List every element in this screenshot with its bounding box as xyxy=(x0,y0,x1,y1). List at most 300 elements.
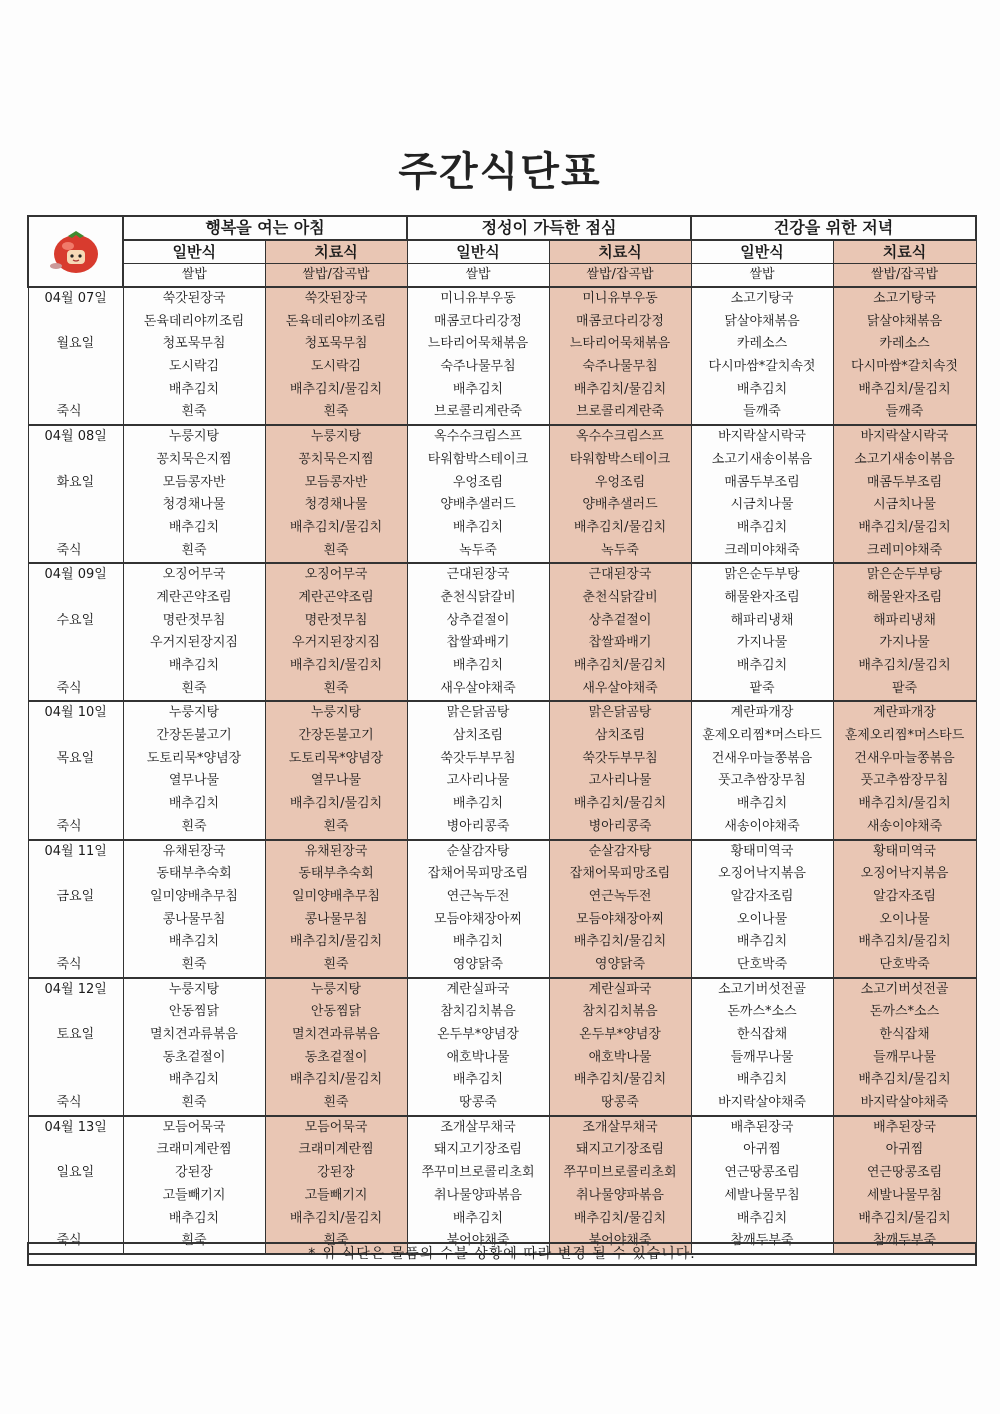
menu-item: 연근녹두전 xyxy=(446,888,510,904)
menu-item: 조개살무채국 xyxy=(440,1119,516,1135)
menu-item: 가지나물 xyxy=(736,635,788,651)
menu-item: 양배추샐러드 xyxy=(440,497,516,513)
menu-item: 맑은순두부탕 xyxy=(866,567,943,583)
porridge-label: 죽식 xyxy=(56,680,82,696)
menu-item: 흰죽 xyxy=(323,404,349,420)
regular-menu-cell xyxy=(691,1116,833,1254)
weekday-label: 토요일 xyxy=(56,1027,95,1042)
menu-item: 계란곤약조림 xyxy=(156,589,232,605)
regular-menu-cell xyxy=(691,978,833,1116)
type-header-regular: 일반식 xyxy=(407,240,549,264)
menu-item: 옥수수크림스프 xyxy=(576,429,664,445)
menu-item: 명란젓무침 xyxy=(162,612,226,628)
type-header-therapy: 치료식 xyxy=(265,240,407,264)
weekly-menu-table xyxy=(27,215,977,1255)
day-row xyxy=(28,287,976,425)
menu-item: 열무나물 xyxy=(168,773,220,789)
therapy-menu-cell xyxy=(549,563,691,701)
menu-item: 배추김치/물김치 xyxy=(573,934,667,950)
menu-item: 소고기탕국 xyxy=(730,291,794,306)
menu-item: 황태미역국 xyxy=(730,843,794,859)
menu-item: 연근땅콩조림 xyxy=(866,1165,943,1181)
spacer xyxy=(29,931,123,954)
menu-item: 들깨무나물 xyxy=(730,1049,794,1065)
menu-item: 쭈꾸미브로콜리초회 xyxy=(421,1165,535,1181)
menu-item: 건새우마늘쫑볶음 xyxy=(854,750,955,766)
menu-item: 배추김치/물김치 xyxy=(858,658,951,673)
menu-item: 배추김치/물김치 xyxy=(573,1210,667,1226)
menu-item: 매콤두부조림 xyxy=(724,474,800,490)
menu-item: 병아리콩죽 xyxy=(446,818,510,834)
menu-item: 한식잡채 xyxy=(879,1027,930,1042)
menu-item: 배추김치 xyxy=(452,934,504,950)
day-info-cell xyxy=(28,287,123,425)
date-label: 04월 12일 xyxy=(44,981,107,997)
menu-item: 흰죽 xyxy=(181,1233,207,1249)
page-title: 주간식단표 xyxy=(398,149,602,195)
menu-item: 배추김치/물김치 xyxy=(858,519,951,535)
menu-item: 흰죽 xyxy=(181,542,207,558)
menu-item: 애호박나물 xyxy=(588,1049,652,1065)
regular-menu-cell xyxy=(407,425,549,563)
day-row xyxy=(28,840,976,978)
menu-item: 세발나물무침 xyxy=(724,1187,800,1203)
menu-item: 명란젓무침 xyxy=(304,612,368,628)
menu-item: 흰죽 xyxy=(181,1095,207,1111)
regular-menu-cell xyxy=(123,563,265,701)
menu-item: 근대된장국 xyxy=(588,567,652,583)
menu-item: 영양닭죽 xyxy=(594,956,646,972)
menu-item: 강된장 xyxy=(175,1165,213,1181)
menu-item: 아귀찜 xyxy=(743,1142,781,1158)
therapy-menu-cell xyxy=(265,287,407,425)
menu-item: 우엉조림 xyxy=(594,474,646,490)
rice-regular: 쌀밥 xyxy=(407,264,549,288)
spacer xyxy=(29,1047,123,1070)
menu-item: 크래미계란찜 xyxy=(156,1142,232,1158)
rice-regular: 쌀밥 xyxy=(123,264,265,288)
menu-item: 잡채어묵피망조림 xyxy=(569,866,671,882)
therapy-menu-cell xyxy=(549,425,691,563)
menu-item: 매콤두부조림 xyxy=(866,474,943,490)
menu-item: 청포묵무침 xyxy=(304,336,368,352)
rice-therapy: 쌀밥/잡곡밥 xyxy=(265,264,407,288)
menu-item: 오징어무국 xyxy=(162,567,226,583)
menu-item: 배추김치/물김치 xyxy=(573,1072,667,1088)
therapy-menu-cell xyxy=(833,1116,976,1254)
menu-item: 단호박죽 xyxy=(736,956,788,972)
menu-item: 건새우마늘쫑볶음 xyxy=(711,750,813,766)
regular-menu-cell xyxy=(691,840,833,978)
menu-item: 타워함박스테이크 xyxy=(427,451,529,467)
spacer xyxy=(29,379,123,402)
menu-item: 팥죽 xyxy=(749,680,775,696)
therapy-menu-cell xyxy=(265,1116,407,1254)
spacer xyxy=(29,909,123,932)
menu-item: 시금치나물 xyxy=(730,497,794,513)
menu-item: 배추김치 xyxy=(452,1072,504,1088)
therapy-menu-cell xyxy=(833,287,976,425)
menu-item: 돼지고기장조림 xyxy=(576,1142,664,1158)
menu-item: 소고기새송이볶음 xyxy=(711,451,813,467)
menu-item: 바지락살야채죽 xyxy=(718,1095,806,1111)
menu-item: 고사리나물 xyxy=(446,773,510,789)
menu-item: 배추김치 xyxy=(736,1072,788,1088)
menu-item: 간장돈불고기 xyxy=(298,728,374,744)
menu-item: 누룽지탕 xyxy=(310,705,362,721)
menu-item: 배추김치 xyxy=(452,519,504,535)
menu-item: 순살감자탕 xyxy=(446,843,510,859)
spacer xyxy=(29,1001,123,1024)
menu-item: 고들빼기지 xyxy=(162,1187,226,1203)
menu-item: 해파리냉채 xyxy=(730,612,794,628)
menu-item: 애호박나물 xyxy=(446,1049,510,1065)
menu-item: 맑은닭곰탕 xyxy=(446,705,510,721)
menu-item: 도토리묵*양념장 xyxy=(146,750,242,766)
rice-therapy: 쌀밥/잡곡밥 xyxy=(833,264,976,288)
porridge-label: 죽식 xyxy=(56,542,82,558)
menu-item: 흰죽 xyxy=(323,1233,349,1249)
day-info-cell xyxy=(28,563,123,701)
menu-item: 배추김치 xyxy=(736,1210,788,1226)
porridge-label: 죽식 xyxy=(56,818,82,834)
menu-item: 상추겉절이 xyxy=(446,612,510,628)
menu-item: 고사리나물 xyxy=(588,773,652,789)
menu-item: 흰죽 xyxy=(323,956,349,972)
menu-item: 배추김치/물김치 xyxy=(289,519,383,535)
therapy-menu-cell xyxy=(833,701,976,839)
therapy-menu-cell xyxy=(833,425,976,563)
menu-item: 매콤코다리강정 xyxy=(434,313,522,329)
menu-item: 동태부추숙회 xyxy=(156,866,232,882)
spacer xyxy=(29,655,123,678)
menu-item: 배추김치/물김치 xyxy=(289,1210,383,1226)
menu-item: 소고기버섯전골 xyxy=(860,981,949,997)
rice-therapy: 쌀밥/잡곡밥 xyxy=(549,264,691,288)
menu-item: 크래미계란찜 xyxy=(298,1142,374,1158)
meal-header-lunch: 정성이 가득한 점심 xyxy=(407,216,691,240)
therapy-menu-cell xyxy=(549,840,691,978)
menu-item: 도시락김 xyxy=(310,359,362,375)
porridge-label: 죽식 xyxy=(56,1233,82,1249)
menu-item: 모듬콩자반 xyxy=(304,474,368,490)
menu-item: 동초겉절이 xyxy=(162,1049,226,1065)
menu-item: 춘천식닭갈비 xyxy=(582,589,658,605)
spacer xyxy=(29,725,123,748)
menu-item: 오징어무국 xyxy=(304,567,368,583)
menu-item: 동태부추숙회 xyxy=(298,866,374,882)
spacer xyxy=(29,770,123,793)
weekday-label: 목요일 xyxy=(56,750,95,766)
porridge-label: 죽식 xyxy=(56,404,82,420)
menu-item: 닭살야채볶음 xyxy=(724,313,800,329)
menu-item: 배추김치/물김치 xyxy=(289,934,383,950)
type-header-regular: 일반식 xyxy=(691,240,833,264)
menu-item: 시금치나물 xyxy=(873,497,936,513)
menu-item: 해파리냉채 xyxy=(873,612,936,628)
menu-item: 느타리어묵채볶음 xyxy=(427,336,529,352)
menu-item: 쑥갓두부무침 xyxy=(440,750,516,766)
menu-item: 알감자조림 xyxy=(730,888,794,904)
menu-item: 조개살무채국 xyxy=(582,1119,658,1135)
menu-item: 새송이야채죽 xyxy=(724,818,800,834)
menu-item: 참깨두부죽 xyxy=(730,1233,794,1249)
menu-item: 배추김치/물김치 xyxy=(289,658,383,673)
therapy-menu-cell xyxy=(265,701,407,839)
weekday-label: 금요일 xyxy=(56,888,95,904)
menu-item: 청경채나물 xyxy=(304,497,368,513)
menu-item: 배추김치 xyxy=(168,519,220,535)
menu-item: 배추김치/물김치 xyxy=(858,796,951,812)
menu-item: 쑥갓두부무침 xyxy=(582,750,658,766)
menu-item: 배추김치 xyxy=(736,519,788,535)
menu-item: 꽁치묵은지찜 xyxy=(156,451,232,467)
menu-item: 흰죽 xyxy=(181,956,207,972)
date-label: 04월 13일 xyxy=(44,1119,107,1135)
spacer xyxy=(29,1208,123,1231)
menu-item: 오이나물 xyxy=(736,911,788,927)
logo xyxy=(28,216,123,287)
menu-item: 돈육데리야끼조림 xyxy=(143,313,245,329)
menu-item: 미니유부우동 xyxy=(440,291,516,306)
menu-item: 소고기탕국 xyxy=(873,291,936,306)
menu-item: 타워함박스테이크 xyxy=(569,451,671,467)
therapy-menu-cell xyxy=(833,840,976,978)
menu-item: 해물완자조림 xyxy=(866,589,943,605)
day-row xyxy=(28,1116,976,1254)
regular-menu-cell xyxy=(407,287,549,425)
menu-item: 일미양배추무침 xyxy=(150,888,238,904)
menu-item: 상추겉절이 xyxy=(588,612,652,628)
menu-item: 새송이야채죽 xyxy=(866,818,943,834)
menu-item: 돈까스*소스 xyxy=(727,1004,797,1020)
menu-item: 배추김치 xyxy=(168,1072,220,1088)
regular-menu-cell xyxy=(123,287,265,425)
menu-item: 흰죽 xyxy=(323,542,349,558)
menu-item: 동초겉절이 xyxy=(304,1049,368,1065)
rice-regular: 쌀밥 xyxy=(691,264,833,288)
day-info-cell xyxy=(28,1116,123,1254)
menu-item: 배추김치 xyxy=(736,934,788,950)
menu-item: 새우살야채죽 xyxy=(582,680,658,696)
menu-item: 들깨죽 xyxy=(885,404,924,420)
spacer xyxy=(29,587,123,610)
menu-item: 콩나물무침 xyxy=(304,911,368,927)
menu-item: 쭈꾸미브로콜리초회 xyxy=(563,1165,677,1181)
regular-menu-cell xyxy=(407,563,549,701)
spacer xyxy=(29,494,123,517)
menu-item: 찹쌀꽈배기 xyxy=(588,635,652,651)
menu-item: 배추김치/물김치 xyxy=(858,1072,951,1088)
menu-item: 춘천식닭갈비 xyxy=(440,589,516,605)
menu-item: 바지락살시락국 xyxy=(718,429,806,445)
therapy-menu-cell xyxy=(549,978,691,1116)
menu-item: 흰죽 xyxy=(181,818,207,834)
menu-item: 소고기버섯전골 xyxy=(718,981,806,997)
menu-item: 들깨무나물 xyxy=(873,1049,936,1065)
menu-item: 배추김치/물김치 xyxy=(573,381,667,397)
menu-item: 녹두죽 xyxy=(601,542,639,558)
menu-item: 멸치견과류볶음 xyxy=(292,1027,380,1042)
regular-menu-cell xyxy=(691,563,833,701)
menu-item: 배추된장국 xyxy=(873,1119,936,1135)
menu-item: 연근땅콩조림 xyxy=(724,1165,800,1181)
menu-item: 취나물양파볶음 xyxy=(576,1187,664,1203)
date-label: 04월 09일 xyxy=(44,567,107,583)
menu-item: 흰죽 xyxy=(181,680,207,696)
menu-item: 황태미역국 xyxy=(873,843,936,859)
menu-item: 열무나물 xyxy=(310,773,362,789)
menu-item: 새우살야채죽 xyxy=(440,680,516,696)
therapy-menu-cell xyxy=(833,563,976,701)
day-row xyxy=(28,978,976,1116)
menu-item: 연근녹두전 xyxy=(588,888,652,904)
menu-item: 순살감자탕 xyxy=(588,843,652,859)
menu-item: 숙주나물무침 xyxy=(582,359,658,375)
day-info-cell xyxy=(28,840,123,978)
menu-item: 근대된장국 xyxy=(446,567,510,583)
menu-item: 멸치견과류볶음 xyxy=(150,1027,238,1042)
menu-item: 배추김치 xyxy=(736,381,788,397)
weekday-label: 월요일 xyxy=(56,336,95,352)
menu-item: 삼치조림 xyxy=(594,728,646,744)
menu-item: 아귀찜 xyxy=(885,1142,924,1158)
spacer xyxy=(29,449,123,472)
menu-item: 바지락살시락국 xyxy=(860,429,949,445)
menu-item: 오징어낙지볶음 xyxy=(718,866,806,882)
menu-item: 배추김치 xyxy=(452,1210,504,1226)
menu-item: 찹쌀꽈배기 xyxy=(446,635,510,651)
menu-item: 브로콜리계란죽 xyxy=(434,404,522,420)
menu-item: 배추된장국 xyxy=(730,1119,794,1135)
menu-item: 땅콩죽 xyxy=(459,1095,497,1111)
menu-item: 단호박죽 xyxy=(879,956,930,972)
menu-item: 다시마쌈*갈치속젓 xyxy=(708,359,816,375)
menu-item: 안동찜닭 xyxy=(310,1004,362,1020)
menu-item: 녹두죽 xyxy=(459,542,497,558)
spacer xyxy=(29,793,123,816)
tomato-chef-icon xyxy=(44,224,108,276)
menu-item: 배추김치/물김치 xyxy=(289,381,383,397)
menu-item: 훈제오리찜*머스타드 xyxy=(702,728,822,744)
menu-item: 계란실파국 xyxy=(446,981,510,997)
menu-item: 배추김치/물김치 xyxy=(858,381,951,397)
menu-item: 풋고추쌈장무침 xyxy=(860,773,949,789)
regular-menu-cell xyxy=(407,1116,549,1254)
day-row xyxy=(28,563,976,701)
menu-item: 해물완자조림 xyxy=(724,589,800,605)
menu-item: 배추김치/물김치 xyxy=(573,796,667,812)
spacer xyxy=(29,311,123,334)
weekday-label: 화요일 xyxy=(56,474,95,490)
menu-item: 유채된장국 xyxy=(162,843,226,859)
menu-item: 배추김치/물김치 xyxy=(289,796,383,812)
menu-item: 배추김치 xyxy=(168,796,220,812)
menu-item: 일미양배추무침 xyxy=(292,888,380,904)
menu-item: 배추김치 xyxy=(452,658,504,673)
therapy-menu-cell xyxy=(265,563,407,701)
menu-item: 모듬어묵국 xyxy=(304,1119,368,1135)
spacer xyxy=(29,632,123,655)
menu-item: 우엉조림 xyxy=(452,474,504,490)
meal-header-dinner: 건강을 위한 저녁 xyxy=(691,216,976,240)
menu-item: 도토리묵*양념장 xyxy=(288,750,384,766)
menu-item: 한식잡채 xyxy=(736,1027,788,1042)
menu-item: 계란실파국 xyxy=(588,981,652,997)
menu-item: 배추김치 xyxy=(168,1210,220,1226)
menu-item: 숙주나물무침 xyxy=(440,359,516,375)
type-header-therapy: 치료식 xyxy=(549,240,691,264)
menu-item: 참치김치볶음 xyxy=(440,1004,516,1020)
menu-item: 누룽지탕 xyxy=(168,705,220,721)
therapy-menu-cell xyxy=(549,701,691,839)
date-label: 04월 11일 xyxy=(44,843,107,859)
menu-item: 계란곤약조림 xyxy=(298,589,374,605)
regular-menu-cell xyxy=(123,978,265,1116)
menu-item: 쑥갓된장국 xyxy=(162,291,226,306)
menu-item: 취나물양파볶음 xyxy=(434,1187,522,1203)
meal-header-breakfast: 행복을 여는 아침 xyxy=(123,216,407,240)
menu-item: 흰죽 xyxy=(181,404,207,420)
regular-menu-cell xyxy=(123,701,265,839)
spacer xyxy=(29,1185,123,1208)
therapy-menu-cell xyxy=(549,1116,691,1254)
spacer xyxy=(29,356,123,379)
menu-item: 땅콩죽 xyxy=(601,1095,639,1111)
therapy-menu-cell xyxy=(265,425,407,563)
menu-item: 우거지된장지짐 xyxy=(292,635,380,651)
menu-item: 북어야채죽 xyxy=(446,1233,510,1249)
menu-item: 들깨죽 xyxy=(743,404,781,420)
menu-item: 소고기새송이볶음 xyxy=(854,451,955,467)
regular-menu-cell xyxy=(407,701,549,839)
menu-item: 흰죽 xyxy=(323,1095,349,1111)
regular-menu-cell xyxy=(123,840,265,978)
regular-menu-cell xyxy=(123,425,265,563)
menu-item: 참치김치볶음 xyxy=(582,1004,658,1020)
menu-item: 브로콜리계란죽 xyxy=(576,404,664,420)
menu-item: 고들빼기지 xyxy=(304,1187,368,1203)
spacer xyxy=(29,1139,123,1162)
menu-item: 돼지고기장조림 xyxy=(434,1142,522,1158)
menu-item: 유채된장국 xyxy=(304,843,368,859)
spacer xyxy=(29,1069,123,1092)
porridge-label: 죽식 xyxy=(56,1095,82,1111)
therapy-menu-cell xyxy=(265,840,407,978)
menu-item: 오이나물 xyxy=(879,911,930,927)
day-row xyxy=(28,425,976,563)
menu-item: 훈제오리찜*머스타드 xyxy=(844,728,965,744)
menu-item: 배추김치 xyxy=(168,658,220,673)
menu-item: 꽁치묵은지찜 xyxy=(298,451,374,467)
menu-item: 모듬어묵국 xyxy=(162,1119,226,1135)
therapy-menu-cell xyxy=(265,978,407,1116)
type-header-regular: 일반식 xyxy=(123,240,265,264)
menu-item: 바지락살야채죽 xyxy=(860,1095,949,1111)
menu-item: 팥죽 xyxy=(891,680,918,696)
menu-item: 강된장 xyxy=(317,1165,355,1181)
day-info-cell xyxy=(28,978,123,1116)
menu-item: 누룽지탕 xyxy=(168,429,220,445)
menu-item: 카레소스 xyxy=(879,336,930,352)
therapy-menu-cell xyxy=(549,287,691,425)
regular-menu-cell xyxy=(691,287,833,425)
menu-item: 안동찜닭 xyxy=(168,1004,220,1020)
menu-item: 배추김치 xyxy=(168,934,220,950)
day-info-cell xyxy=(28,701,123,839)
menu-item: 청포묵무침 xyxy=(162,336,226,352)
menu-item: 배추김치/물김치 xyxy=(289,1072,383,1088)
